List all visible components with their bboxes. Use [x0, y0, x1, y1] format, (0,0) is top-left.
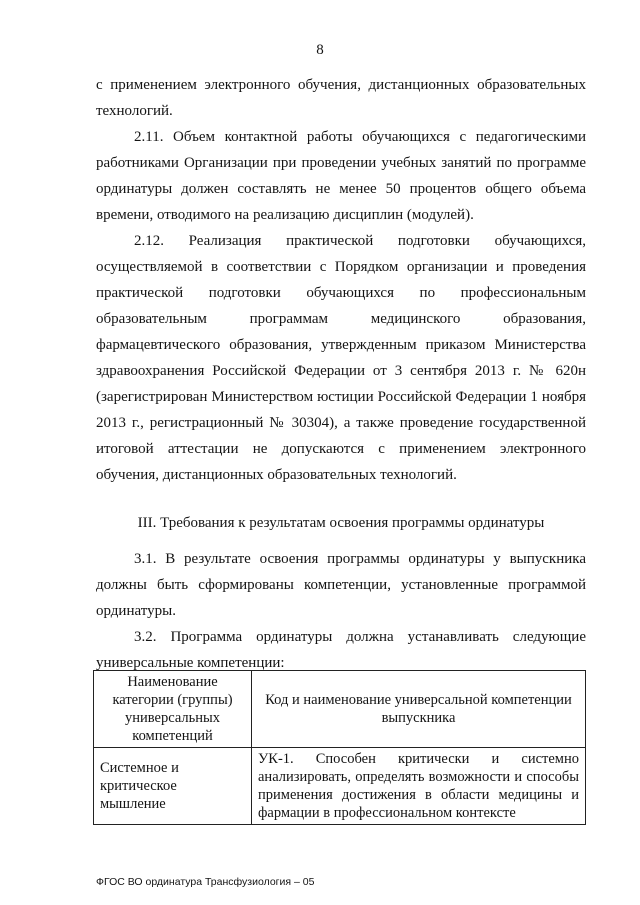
page-footer: ФГОС ВО ординатура Трансфузиология – 05	[96, 876, 315, 888]
competencies-table	[93, 670, 586, 825]
table-header-category: Наименование категории (группы) универсальных компетенций	[94, 671, 252, 748]
table-header-row	[94, 671, 586, 748]
table-row	[94, 748, 586, 825]
page-number: 8	[316, 42, 324, 58]
paragraph-2-11: 2.11. Объем контактной работы обучающихся с педагогическими работниками Организации при проведении учебных занятий по программе ординатуры должен составлять не менее 50 процентов общего объема времени, отводимого на реализацию дисциплин (модулей).	[96, 129, 586, 223]
table-header-code: Код и наименование универсальной компетенции выпускника	[252, 671, 586, 748]
table-cell-category: Системное и критическое мышление	[94, 748, 252, 825]
table-cell-competence: УК-1. Способен критически и системно анализировать, определять возможности и способы применения достижения в области медицины и фармации в профессиональном контексте	[252, 748, 586, 825]
paragraph-2-12: 2.12. Реализация практической подготовки обучающихся, осуществляемой в соответствии с Порядком организации и проведения практической подготовки обучающихся по профессиональным образовательным программам медицинского образования, фармацевтического образования, утвержденным приказом Министерства здравоохранения Российской Федерации от 3 сентября 2013 г. № 620н (зарегистрирован Министерством юстиции Российской Федерации 1 ноября 2013 г., регистрационный № 30304), а также проведение государственной итоговой аттестации не допускаются с применением электронного обучения, дистанционных образовательных технологий.	[96, 233, 586, 483]
paragraph-3-2: 3.2. Программа ординатуры должна устанавливать следующие универсальные компетенции:	[96, 629, 586, 671]
paragraph-3-1: 3.1. В результате освоения программы ординатуры у выпускника должны быть сформированы компетенции, установленные программой ординатуры.	[96, 551, 586, 619]
paragraph-continuation: с применением электронного обучения, дистанционных образовательных технологий.	[96, 77, 586, 119]
section-heading: III. Требования к результатам освоения программы ординатуры	[137, 515, 545, 531]
